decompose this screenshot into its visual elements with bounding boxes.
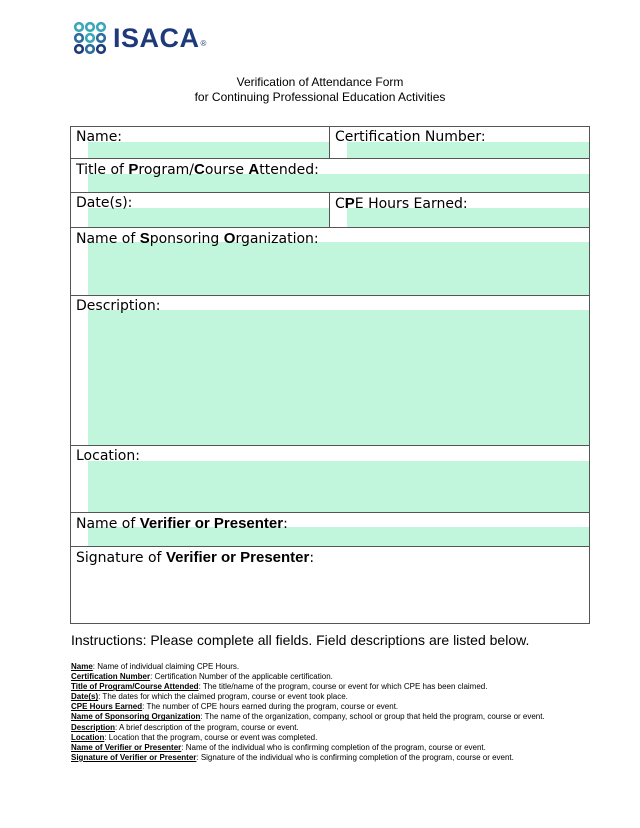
location-field[interactable] [88,461,589,512]
organization-field[interactable] [88,242,589,295]
definition-item: Location: Location that the program, course or event was completed. [71,732,318,742]
program-title-label: Title of Program/Course Attended: [76,161,319,178]
row-verifier [71,513,589,547]
logo-wordmark: ISACA [113,22,200,53]
row-signature [71,547,589,623]
verifier-label: Name of Verifier or Presenter: [76,515,288,532]
instructions-text: Instructions: Please complete all fields. Field descriptions are listed below. [71,632,530,648]
signature-area[interactable] [71,565,589,623]
description-field[interactable] [88,310,589,445]
definition-item: Certification Number: Certification Number of the applicable certification. [71,672,333,682]
dates-cell [71,193,330,227]
certification-number-label: Certification Number: [335,129,486,145]
definition-item: Description: A brief description of the program, course or event. [71,722,299,732]
name-label: Name: [76,129,123,145]
row-dates [71,193,589,228]
attendance-form [70,126,590,624]
row-name [71,127,589,159]
organization-label: Name of Sponsoring Organization: [76,230,319,247]
definition-item: Date(s): The dates for which the claimed program, course or event took place. [71,692,348,702]
name-field[interactable] [88,142,329,158]
logo-registered-mark: ® [200,39,207,48]
certification-number-cell [330,127,589,158]
row-description [71,296,589,446]
signature-label: Signature of Verifier or Presenter: [76,549,315,566]
definition-item: Signature of Verifier or Presenter: Signature of the individual who is confirming completion of the program, course or event. [71,752,514,762]
cpe-hours-cell [330,193,589,227]
form-title: Verification of Attendance Form [236,75,404,89]
cpe-hours-label: CPE Hours Earned: [335,195,468,212]
form-subtitle: for Continuing Professional Education Activities [194,90,446,104]
row-organization [71,228,589,296]
isaca-logo-mark-icon [73,21,107,55]
row-title [71,159,589,193]
definition-item: Title of Program/Course Attended: The title/name of the program, course or event for which CPE has been claimed. [71,682,488,692]
isaca-logo [73,20,206,56]
location-label: Location: [76,448,140,464]
definition-item: Name: Name of individual claiming CPE Hours. [71,662,240,671]
definition-item: Name of Sponsoring Organization: The name of the organization, company, school or group that held the program, course or event. [71,712,545,722]
description-label: Description: [76,298,161,314]
dates-label: Date(s): [76,195,133,211]
definition-item: CPE Hours Earned: The number of CPE hours earned during the program, course or event. [71,702,399,712]
definition-item: Name of Verifier or Presenter: Name of the individual who is confirming completion of the program, course or event. [71,742,486,752]
field-definitions [71,662,545,763]
name-cell [71,127,330,158]
row-location [71,446,589,513]
